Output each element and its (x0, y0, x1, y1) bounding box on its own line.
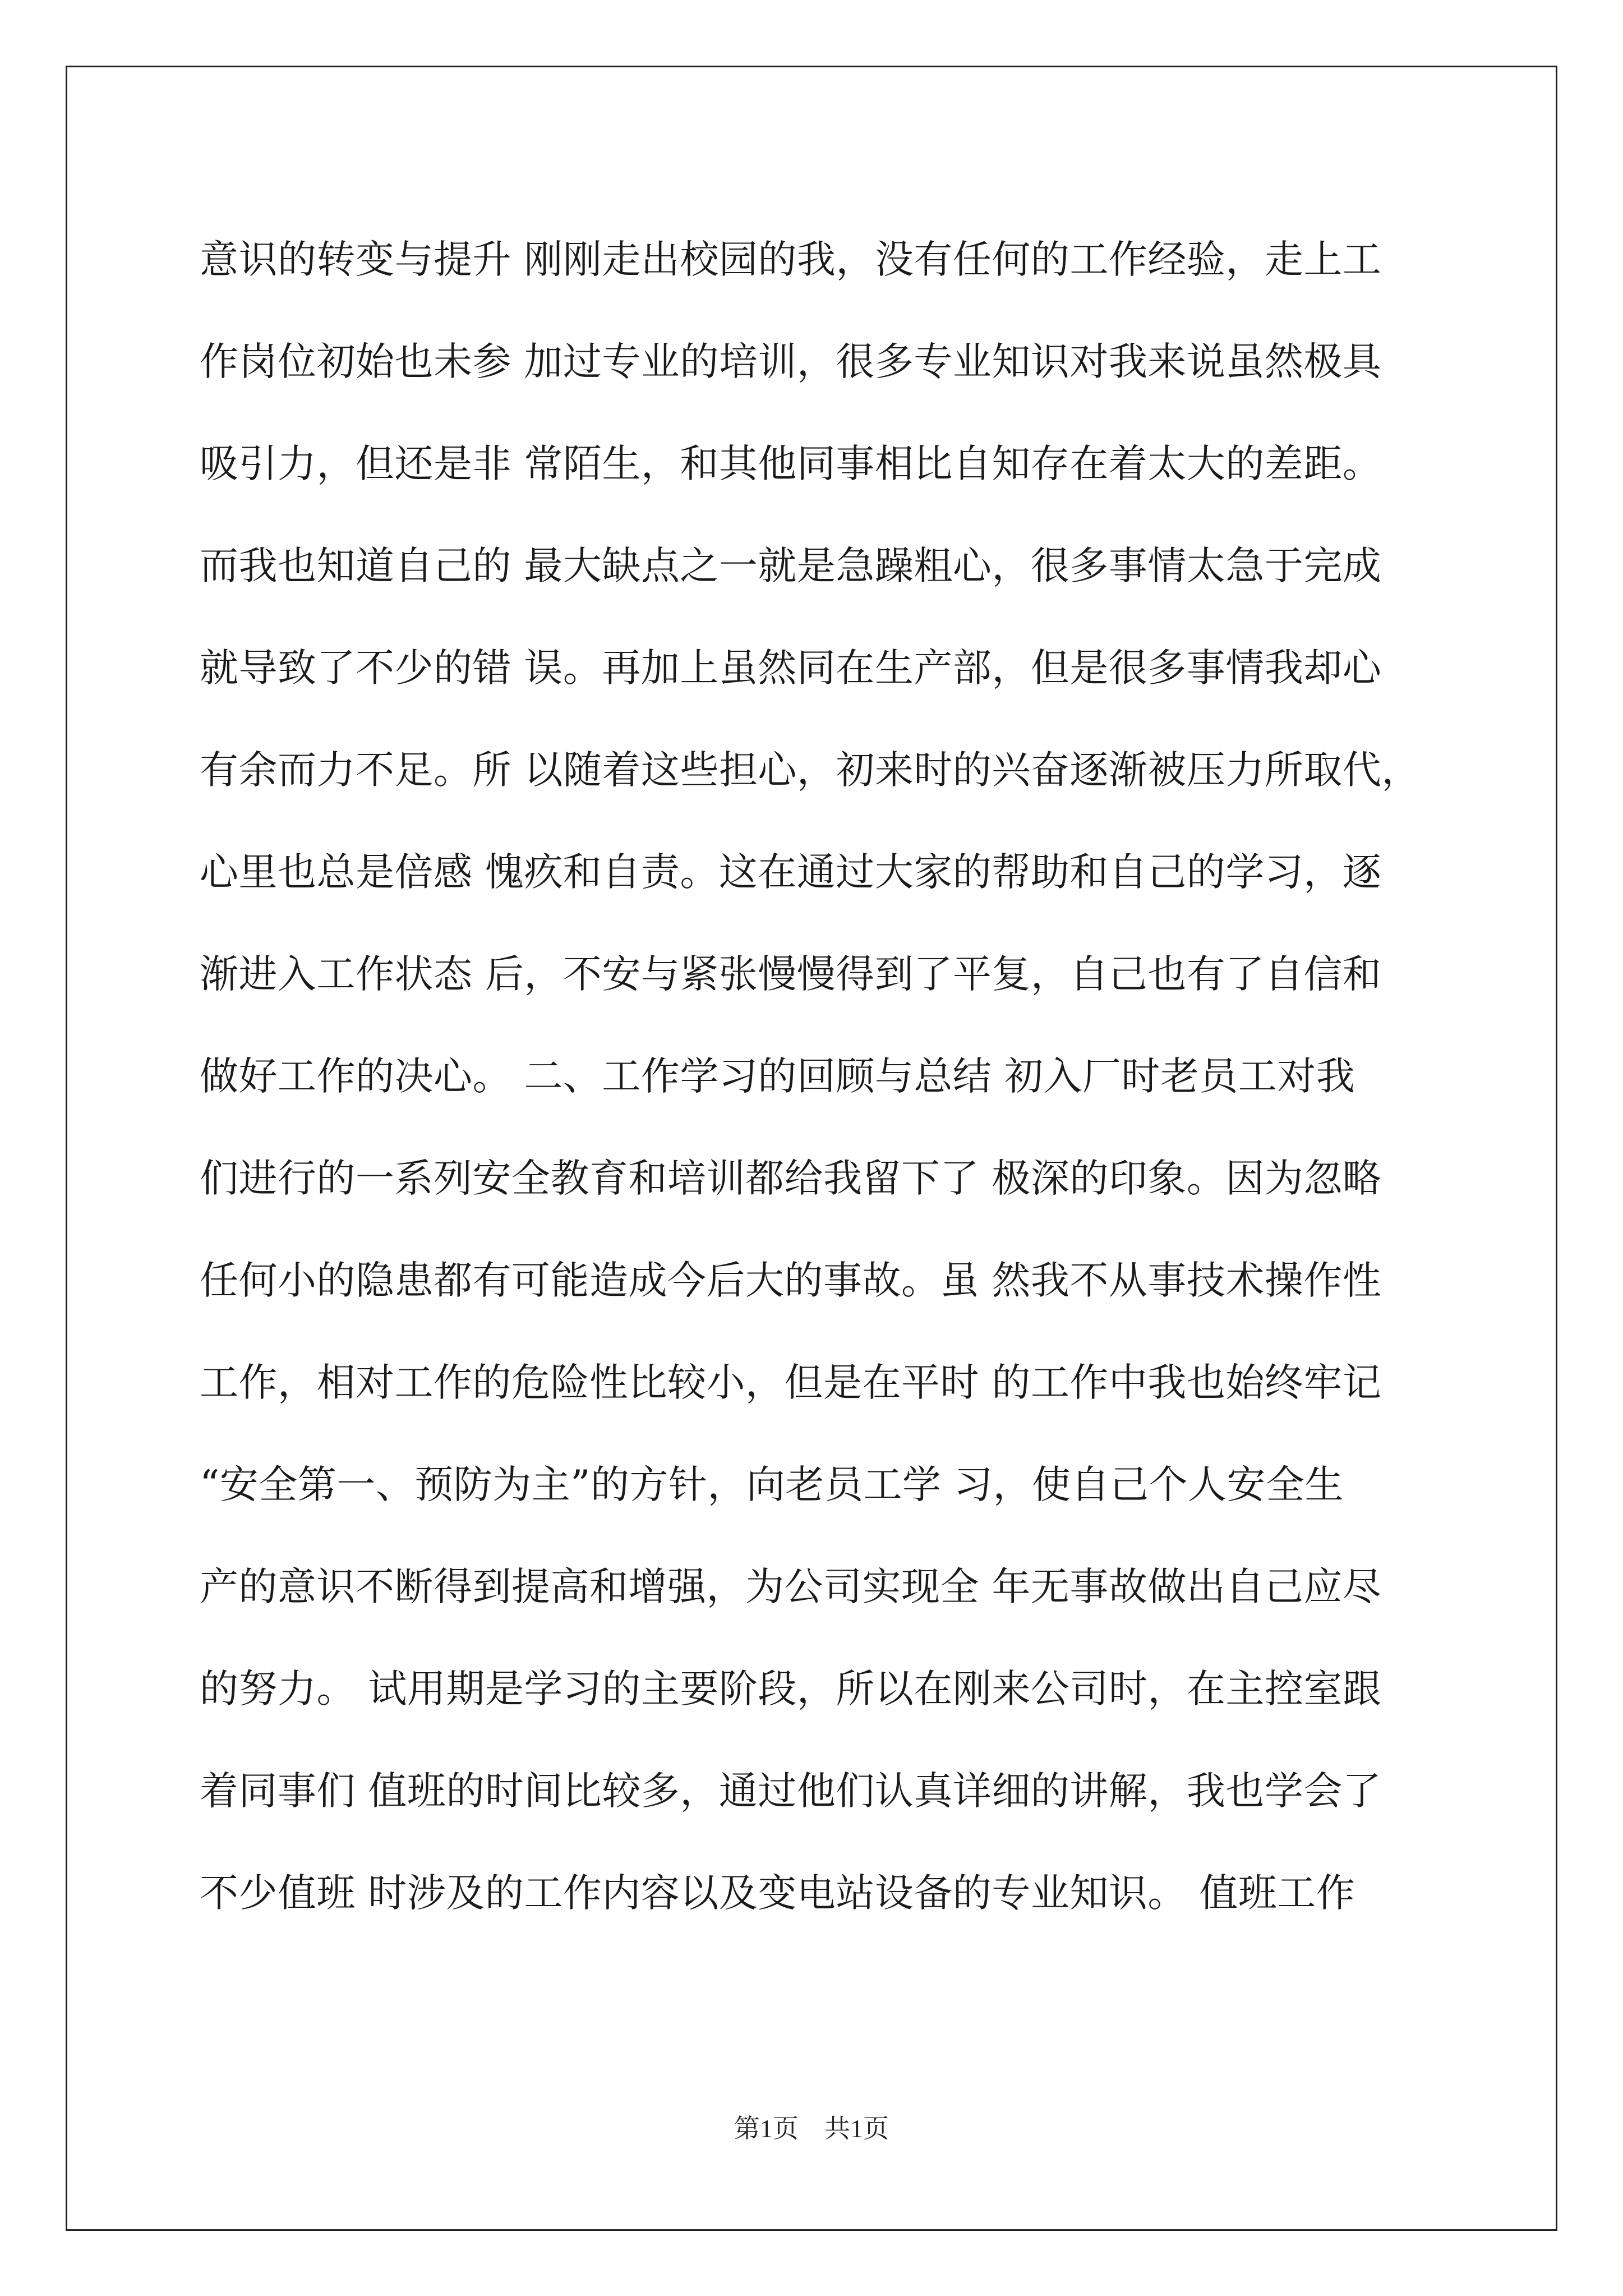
text-line: 有余而力不足。所 以随着这些担心，初来时的兴奋逐渐被压力所取代， (200, 748, 1421, 793)
text-line: 作岗位初始也未参 加过专业的培训，很多专业知识对我来说虽然极具 (200, 339, 1382, 384)
text-line: 渐进入工作状态 后，不安与紧张慢慢得到了平复，自己也有了自信和 (200, 952, 1382, 997)
text-line: 而我也知道自己的 最大缺点之一就是急躁粗心，很多事情太急于完成 (200, 544, 1382, 588)
text-line: 意识的转变与提升 刚刚走出校园的我，没有任何的工作经验，走上工 (200, 237, 1382, 282)
text-line: 们进行的一系列安全教育和培训都给我留下了 极深的印象。因为忽略 (200, 1156, 1382, 1201)
text-line: 的努力。 试用期是学习的主要阶段，所以在刚来公司时，在主控室跟 (200, 1667, 1382, 1711)
page-number-label: 第1页 共1页 (734, 2114, 889, 2143)
text-line: 吸引力，但还是非 常陌生，和其他同事相比自知存在着太大的差距。 (200, 441, 1382, 486)
text-line: 任何小的隐患都有可能造成今后大的事故。虽 然我不从事技术操作性 (200, 1258, 1382, 1303)
text-line: 着同事们 值班的时间比较多，通过他们认真详细的讲解，我也学会了 (200, 1769, 1382, 1814)
text-line: “安全第一、预防为主”的方针，向老员工学 习，使自己个人安全生 (200, 1462, 1344, 1507)
text-line: 工作，相对工作的危险性比较小，但是在平时 的工作中我也始终牢记 (200, 1360, 1382, 1405)
document-body (200, 209, 1433, 1944)
text-line: 心里也总是倍感 愧疚和自责。这在通过大家的帮助和自己的学习，逐 (200, 850, 1382, 895)
text-line: 就导致了不少的错 误。再加上虽然同在生产部，但是很多事情我却心 (200, 646, 1382, 691)
text-line: 产的意识不断得到提高和增强，为公司实现全 年无事故做出自己应尽 (200, 1565, 1382, 1609)
text-line: 做好工作的决心。 二、工作学习的回顾与总结 初入厂时老员工对我 (200, 1054, 1355, 1099)
text-line: 不少值班 时涉及的工作内容以及变电站设备的专业知识。 值班工作 (200, 1871, 1355, 1916)
page-footer (0, 2112, 1623, 2146)
